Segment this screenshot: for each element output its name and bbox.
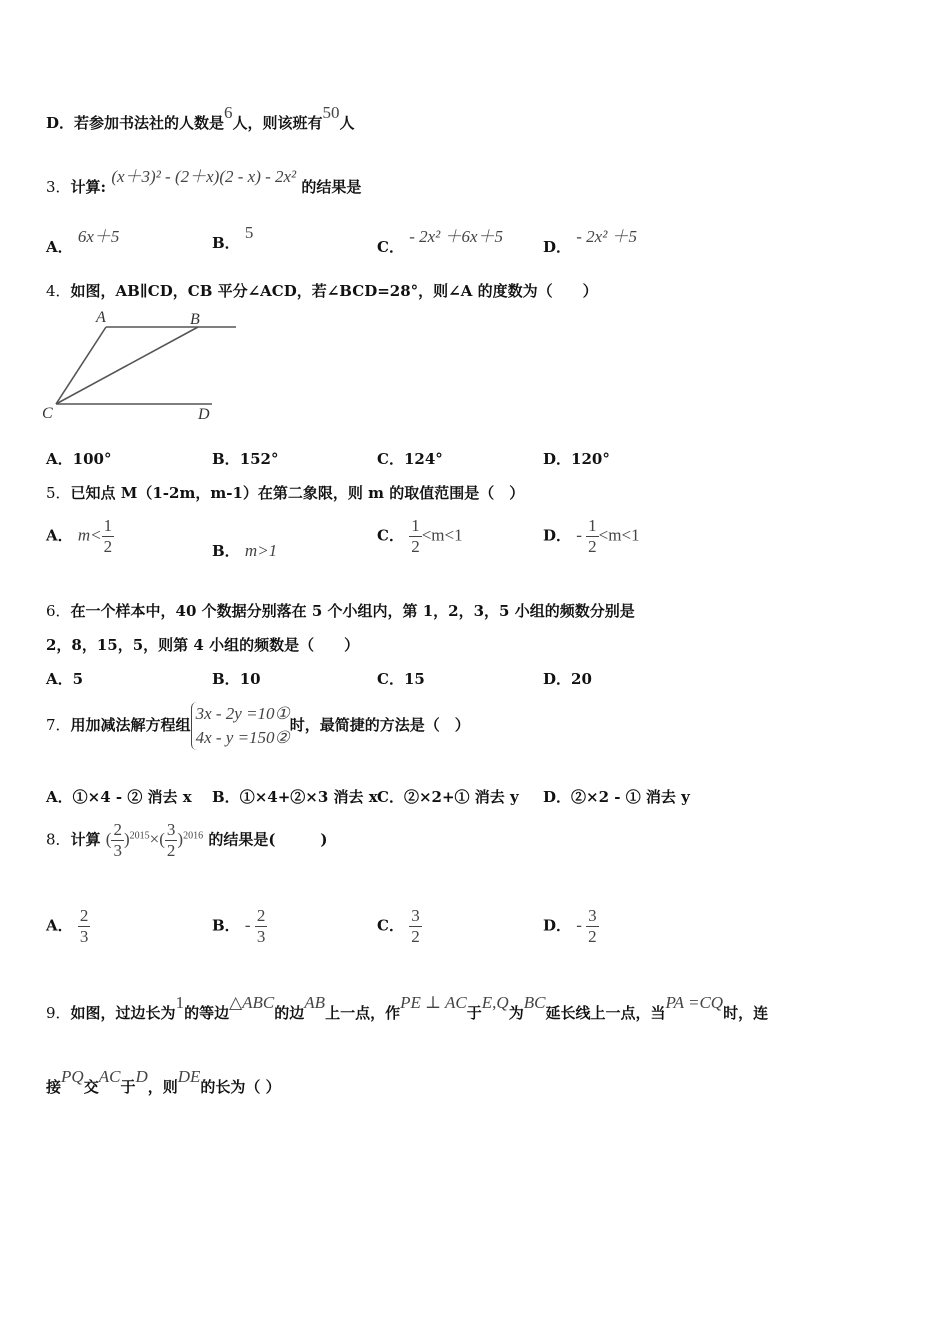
numerator: 3 (588, 906, 597, 925)
option-label: B． (212, 788, 240, 806)
q3-option-a[interactable] (46, 227, 120, 257)
fraction (409, 516, 422, 557)
equation-2: 4x - y =150② (195, 728, 290, 747)
q9-math-2: △ABC (229, 993, 275, 1012)
fraction-1 (111, 820, 124, 861)
times-sign: × (149, 829, 160, 849)
q9-math-3: AB (304, 993, 326, 1012)
q4-option-b[interactable] (212, 448, 279, 469)
denominator: 2 (588, 537, 597, 556)
q9-math-1: 1 (175, 993, 185, 1012)
option-label: C． (377, 526, 404, 545)
q4-option-d[interactable] (543, 448, 610, 469)
q3-pre: 计算: (70, 178, 107, 196)
option-label: D． (543, 788, 572, 806)
option-label: D． (543, 238, 572, 256)
option-label: B． (212, 234, 240, 252)
q4-text: 如图，AB∥CD，CB 平分∠ACD，若∠BCD=28°，则∠A 的度数为（ ） (70, 282, 598, 300)
q9-text-7: 延长线上一点，当 (545, 1004, 666, 1022)
q9-text-5: 于 (466, 1004, 482, 1022)
q9-text-2: 的等边 (184, 1004, 230, 1022)
option-value: 15 (403, 670, 425, 688)
option-label: A． (46, 526, 73, 545)
fraction (409, 906, 422, 947)
q6-stem-line1 (46, 600, 635, 621)
q2d-number-2: 50 (322, 103, 340, 122)
q2d-mid: 人，则该班有 (232, 114, 323, 132)
q4-option-c[interactable] (377, 448, 443, 469)
q7-post: 时，最简捷的方法是（ ） (289, 716, 470, 734)
q6-option-b[interactable] (212, 668, 261, 689)
q8-number: 8． (46, 830, 71, 849)
q9-text-10: 交 (83, 1078, 99, 1096)
point-b: B (190, 311, 200, 328)
denominator: 2 (103, 537, 113, 556)
denominator: 3 (113, 841, 122, 860)
q9-text-3: 的边 (274, 1004, 305, 1022)
option-label: D． (543, 526, 572, 545)
q8-option-a[interactable] (46, 906, 90, 947)
equation-system (191, 702, 290, 750)
q7-stem (46, 702, 470, 750)
numerator: 3 (411, 906, 420, 925)
q2d-number-1: 6 (224, 103, 233, 122)
q9-text-6: 为 (508, 1004, 524, 1022)
option-value: - 2x² ＋5 (576, 227, 638, 246)
q8-option-c[interactable] (377, 906, 422, 947)
line-ca (56, 327, 106, 404)
option-pre: m< (77, 525, 102, 545)
option-value: 6x＋5 (77, 227, 120, 246)
option-label: C． (377, 788, 404, 806)
option-label: C． (377, 670, 404, 688)
q4-number: 4． (46, 282, 71, 300)
q3-number: 3． (46, 178, 71, 196)
q2d-label: D．若参加书法社的人数是 (46, 114, 225, 132)
q9-math-8: PQ (61, 1067, 84, 1086)
option-label: A． (46, 916, 73, 935)
q9-text-8: 时，连 (723, 1004, 769, 1022)
option-label: C． (377, 450, 404, 468)
paren-close-1: ) (123, 829, 130, 849)
numerator: 1 (411, 516, 420, 535)
q6-option-a[interactable] (46, 668, 83, 689)
q3-option-d[interactable] (543, 227, 638, 257)
option-label: A． (46, 238, 73, 256)
q9-text-1: 如图，过边长为 (70, 1004, 176, 1022)
line-cb (56, 327, 198, 404)
paren-close-2: ) (177, 829, 184, 849)
q9-math-7: PA =CQ (665, 993, 724, 1012)
option-value: 5 (244, 223, 254, 242)
option-label: B． (212, 916, 240, 935)
option-label: A． (46, 450, 73, 468)
point-c: C (42, 405, 53, 422)
q8-post: 的结果是( ) (208, 830, 328, 849)
q9-text-4: 上一点，作 (325, 1004, 401, 1022)
option-pre: - (576, 525, 587, 545)
fraction (586, 516, 599, 557)
option-label: D． (543, 916, 572, 935)
q5-option-d[interactable] (543, 516, 640, 557)
option-value: 100° (72, 450, 112, 468)
exponent-1: 2015 (129, 830, 150, 842)
q8-option-d[interactable] (543, 906, 599, 947)
q3-option-b[interactable] (212, 223, 254, 253)
option-label: D． (543, 450, 572, 468)
q9-math-11: DE (177, 1067, 201, 1086)
q9-math-6: BC (523, 993, 546, 1012)
q7-pre: 用加减法解方程组 (70, 716, 191, 734)
q9-text-9: 接 (46, 1078, 62, 1096)
q9-text-11: 于 (120, 1078, 136, 1096)
fraction (78, 906, 91, 947)
q4-option-a[interactable] (46, 448, 111, 469)
q9-math-9: AC (98, 1067, 121, 1086)
q9-math-10: D (135, 1067, 148, 1086)
option-post: <m<1 (598, 525, 640, 545)
q9-text-12: ，则 (147, 1078, 178, 1096)
option-label: B． (212, 450, 240, 468)
option-value: 124° (403, 450, 443, 468)
q5-option-b[interactable] (212, 540, 277, 561)
q6-option-c[interactable] (377, 668, 425, 689)
option-label: C． (377, 916, 404, 935)
q5-text: 已知点 M（1-2m，m-1）在第二象限，则 m 的取值范围是（ ） (70, 484, 525, 502)
option-post: <m<1 (421, 525, 463, 545)
option-value: - 2x² ＋6x＋5 (409, 227, 504, 246)
denominator: 2 (411, 927, 420, 946)
fraction (255, 906, 268, 947)
q3-expression: (x＋3)² - (2＋x)(2 - x) - 2x² (111, 167, 297, 186)
q7-number: 7． (46, 716, 71, 734)
option-value: ②×2+① 消去 y (403, 788, 519, 806)
q3-stem (46, 167, 362, 197)
option-label: D． (543, 670, 572, 688)
q6-number: 6． (46, 602, 71, 620)
numerator: 2 (256, 906, 266, 925)
numerator: 2 (113, 820, 122, 839)
q6-stem-line2 (46, 634, 359, 655)
exponent-2: 2016 (183, 830, 204, 842)
option-sign: - (244, 915, 255, 935)
numerator: 1 (103, 516, 113, 535)
point-a: A (96, 309, 106, 326)
q9-number: 9． (46, 1004, 71, 1022)
q8-pre: 计算 (70, 830, 101, 849)
option-value: 120° (571, 450, 610, 468)
q3-post: 的结果是 (301, 178, 362, 196)
q9-stem-line1 (46, 993, 769, 1023)
q8-stem (46, 820, 328, 861)
denominator: 3 (256, 927, 266, 946)
q6-line1: 在一个样本中，40 个数据分别落在 5 个小组内，第 1，2，3，5 小组的频数分别是 (70, 602, 635, 620)
q2-option-d (46, 103, 355, 133)
option-label: A． (46, 788, 73, 806)
denominator: 2 (588, 927, 597, 946)
option-value: 10 (239, 670, 261, 688)
equation-1: 3x - 2y =10① (195, 704, 290, 723)
option-label: B． (212, 670, 240, 688)
numerator: 2 (79, 906, 89, 925)
q5-stem (46, 482, 524, 503)
q7-option-a[interactable] (46, 786, 192, 807)
option-value: ①×4 - ② 消去 x (72, 788, 192, 806)
option-value: ②×2 - ① 消去 y (571, 788, 690, 806)
q5-number: 5． (46, 484, 71, 502)
q9-math-5: E,Q (481, 993, 509, 1012)
option-value: ①×4+②×3 消去 x (239, 788, 378, 806)
option-label: A． (46, 670, 73, 688)
q7-option-d[interactable] (543, 786, 690, 807)
q4-figure (40, 306, 250, 424)
q5-option-c[interactable] (377, 516, 463, 557)
q7-option-c[interactable] (377, 786, 519, 807)
point-d: D (198, 406, 210, 423)
option-label: C． (377, 238, 404, 256)
option-value: m>1 (244, 541, 278, 560)
q9-text-13: 的长为（ ） (200, 1078, 281, 1096)
option-value: 152° (239, 450, 279, 468)
numerator: 1 (588, 516, 597, 535)
q9-stem-line2 (46, 1067, 281, 1097)
q3-option-c[interactable] (377, 227, 504, 257)
option-sign: - (576, 915, 587, 935)
fraction-2 (165, 820, 178, 861)
paren-open-1: ( (105, 829, 112, 849)
option-value: 20 (571, 670, 592, 688)
q6-line2: 2，8，15，5，则第 4 小组的频数是（ ） (46, 636, 360, 654)
option-label: B． (212, 542, 240, 560)
q9-math-4: PE ⊥ AC (400, 993, 467, 1012)
option-value: 5 (72, 670, 84, 688)
q7-option-b[interactable] (212, 786, 378, 807)
denominator: 2 (411, 537, 420, 556)
q8-option-b[interactable] (212, 906, 267, 947)
numerator: 3 (166, 820, 176, 839)
q5-option-a[interactable] (46, 516, 114, 557)
denominator: 3 (79, 927, 89, 946)
paren-open-2: ( (159, 829, 165, 849)
q2d-end: 人 (339, 114, 355, 132)
q4-stem (46, 280, 598, 301)
fraction (102, 516, 115, 557)
q6-option-d[interactable] (543, 668, 592, 689)
denominator: 2 (166, 841, 176, 860)
fraction (586, 906, 599, 947)
